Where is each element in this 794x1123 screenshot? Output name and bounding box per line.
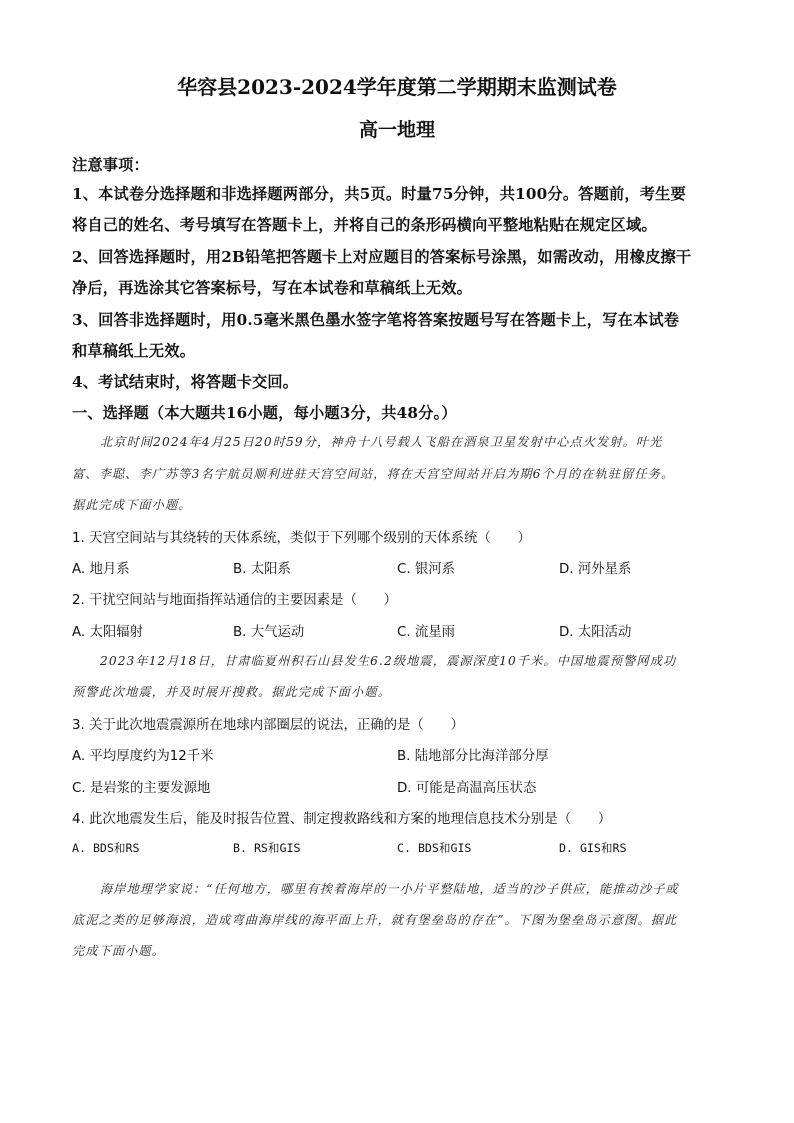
- passage-line: 完成下面小题。: [72, 944, 166, 958]
- notice-line: 2、回答选择题时，用2B铅笔把答题卡上对应题目的答案标号涂黑，如需改动，用橡皮擦干: [72, 248, 692, 266]
- option-c: C. 流星雨: [397, 625, 456, 640]
- option-d: D. 河外星系: [559, 562, 632, 577]
- option-b: B. 大气运动: [233, 625, 305, 640]
- passage-line: 预警此次地震，并及时展开搜救。据此完成下面小题。: [72, 685, 391, 699]
- option-b: B. 陆地部分比海洋部分厚: [397, 749, 549, 764]
- option-d: D. 太阳活动: [559, 625, 632, 640]
- passage-line: 富、李聪、李广苏等3名宇航员顺利进驻天宫空间站，将在天宫空间站开启为期6个月的在轨驻留任务。: [72, 467, 675, 481]
- notice-heading: 注意事项：: [72, 156, 149, 174]
- option-c: C. 银河系: [397, 562, 456, 577]
- passage-line: 海岸地理学家说：“任何地方，哪里有挨着海岸的一小片平整陆地，适当的沙子供应，能推动沙子或: [100, 882, 679, 896]
- exam-title: 华容县2023-2024学年度第二学期期末监测试卷: [177, 75, 617, 99]
- section-heading: 一、选择题（本大题共16小题，每小题3分，共48分。）: [72, 404, 457, 422]
- option-c: C. BDS和GIS: [397, 841, 472, 855]
- passage-line: 据此完成下面小题。: [72, 498, 192, 512]
- notice-line: 和草稿纸上无效。: [72, 342, 196, 360]
- notice-line: 将自己的姓名、考号填写在答题卡上，并将自己的条形码横向平整地粘贴在规定区域。: [72, 216, 657, 234]
- option-a: A. 太阳辐射: [72, 625, 143, 640]
- notice-line: 净后，再选涂其它答案标号，写在本试卷和草稿纸上无效。: [72, 279, 473, 297]
- passage-line: 北京时间2024年4月25日20时59分，神舟十八号载人飞船在酒泉卫星发射中心点火发射。叶光: [100, 435, 663, 449]
- question-stem: 2. 干扰空间站与地面指挥站通信的主要因素是（ ）: [72, 593, 398, 608]
- option-a: A. 地月系: [72, 562, 130, 577]
- notice-line: 1、本试卷分选择题和非选择题两部分，共5页。时量75分钟，共100分。答题前，考生要: [72, 185, 686, 203]
- option-a: A. 平均厚度约为12千米: [72, 749, 214, 764]
- notice-line: 3、回答非选择题时，用0.5毫米黑色墨水签字笔将答案按题号写在答题卡上，写在本试卷: [72, 311, 680, 329]
- passage-line: 2023年12月18日，甘肃临夏州积石山县发生6.2级地震，震源深度10千米。中国地震预警网成功: [100, 654, 677, 668]
- option-d: D. GIS和RS: [559, 841, 627, 855]
- option-c: C. 是岩浆的主要发源地: [72, 781, 211, 796]
- question-stem: 1. 天宫空间站与其绕转的天体系统，类似于下列哪个级别的天体系统（ ）: [72, 531, 531, 546]
- notice-line: 4、考试结束时，将答题卡交回。: [72, 373, 299, 391]
- exam-subtitle: 高一地理: [358, 119, 435, 141]
- question-stem: 3. 关于此次地震震源所在地球内部圈层的说法，正确的是（ ）: [72, 718, 464, 733]
- question-stem: 4. 此次地震发生后，能及时报告位置、制定搜救路线和方案的地理信息技术分别是（ ）: [72, 812, 612, 827]
- option-b: B. 太阳系: [233, 562, 291, 577]
- option-b: B. RS和GIS: [233, 841, 301, 855]
- option-d: D. 可能是高温高压状态: [397, 781, 537, 796]
- option-a: A. BDS和RS: [72, 841, 140, 855]
- passage-line: 底泥之类的足够海浪，造成弯曲海岸线的海平面上升，就有堡垒岛的存在”。下图为堡垒岛示意图。据此: [72, 913, 678, 927]
